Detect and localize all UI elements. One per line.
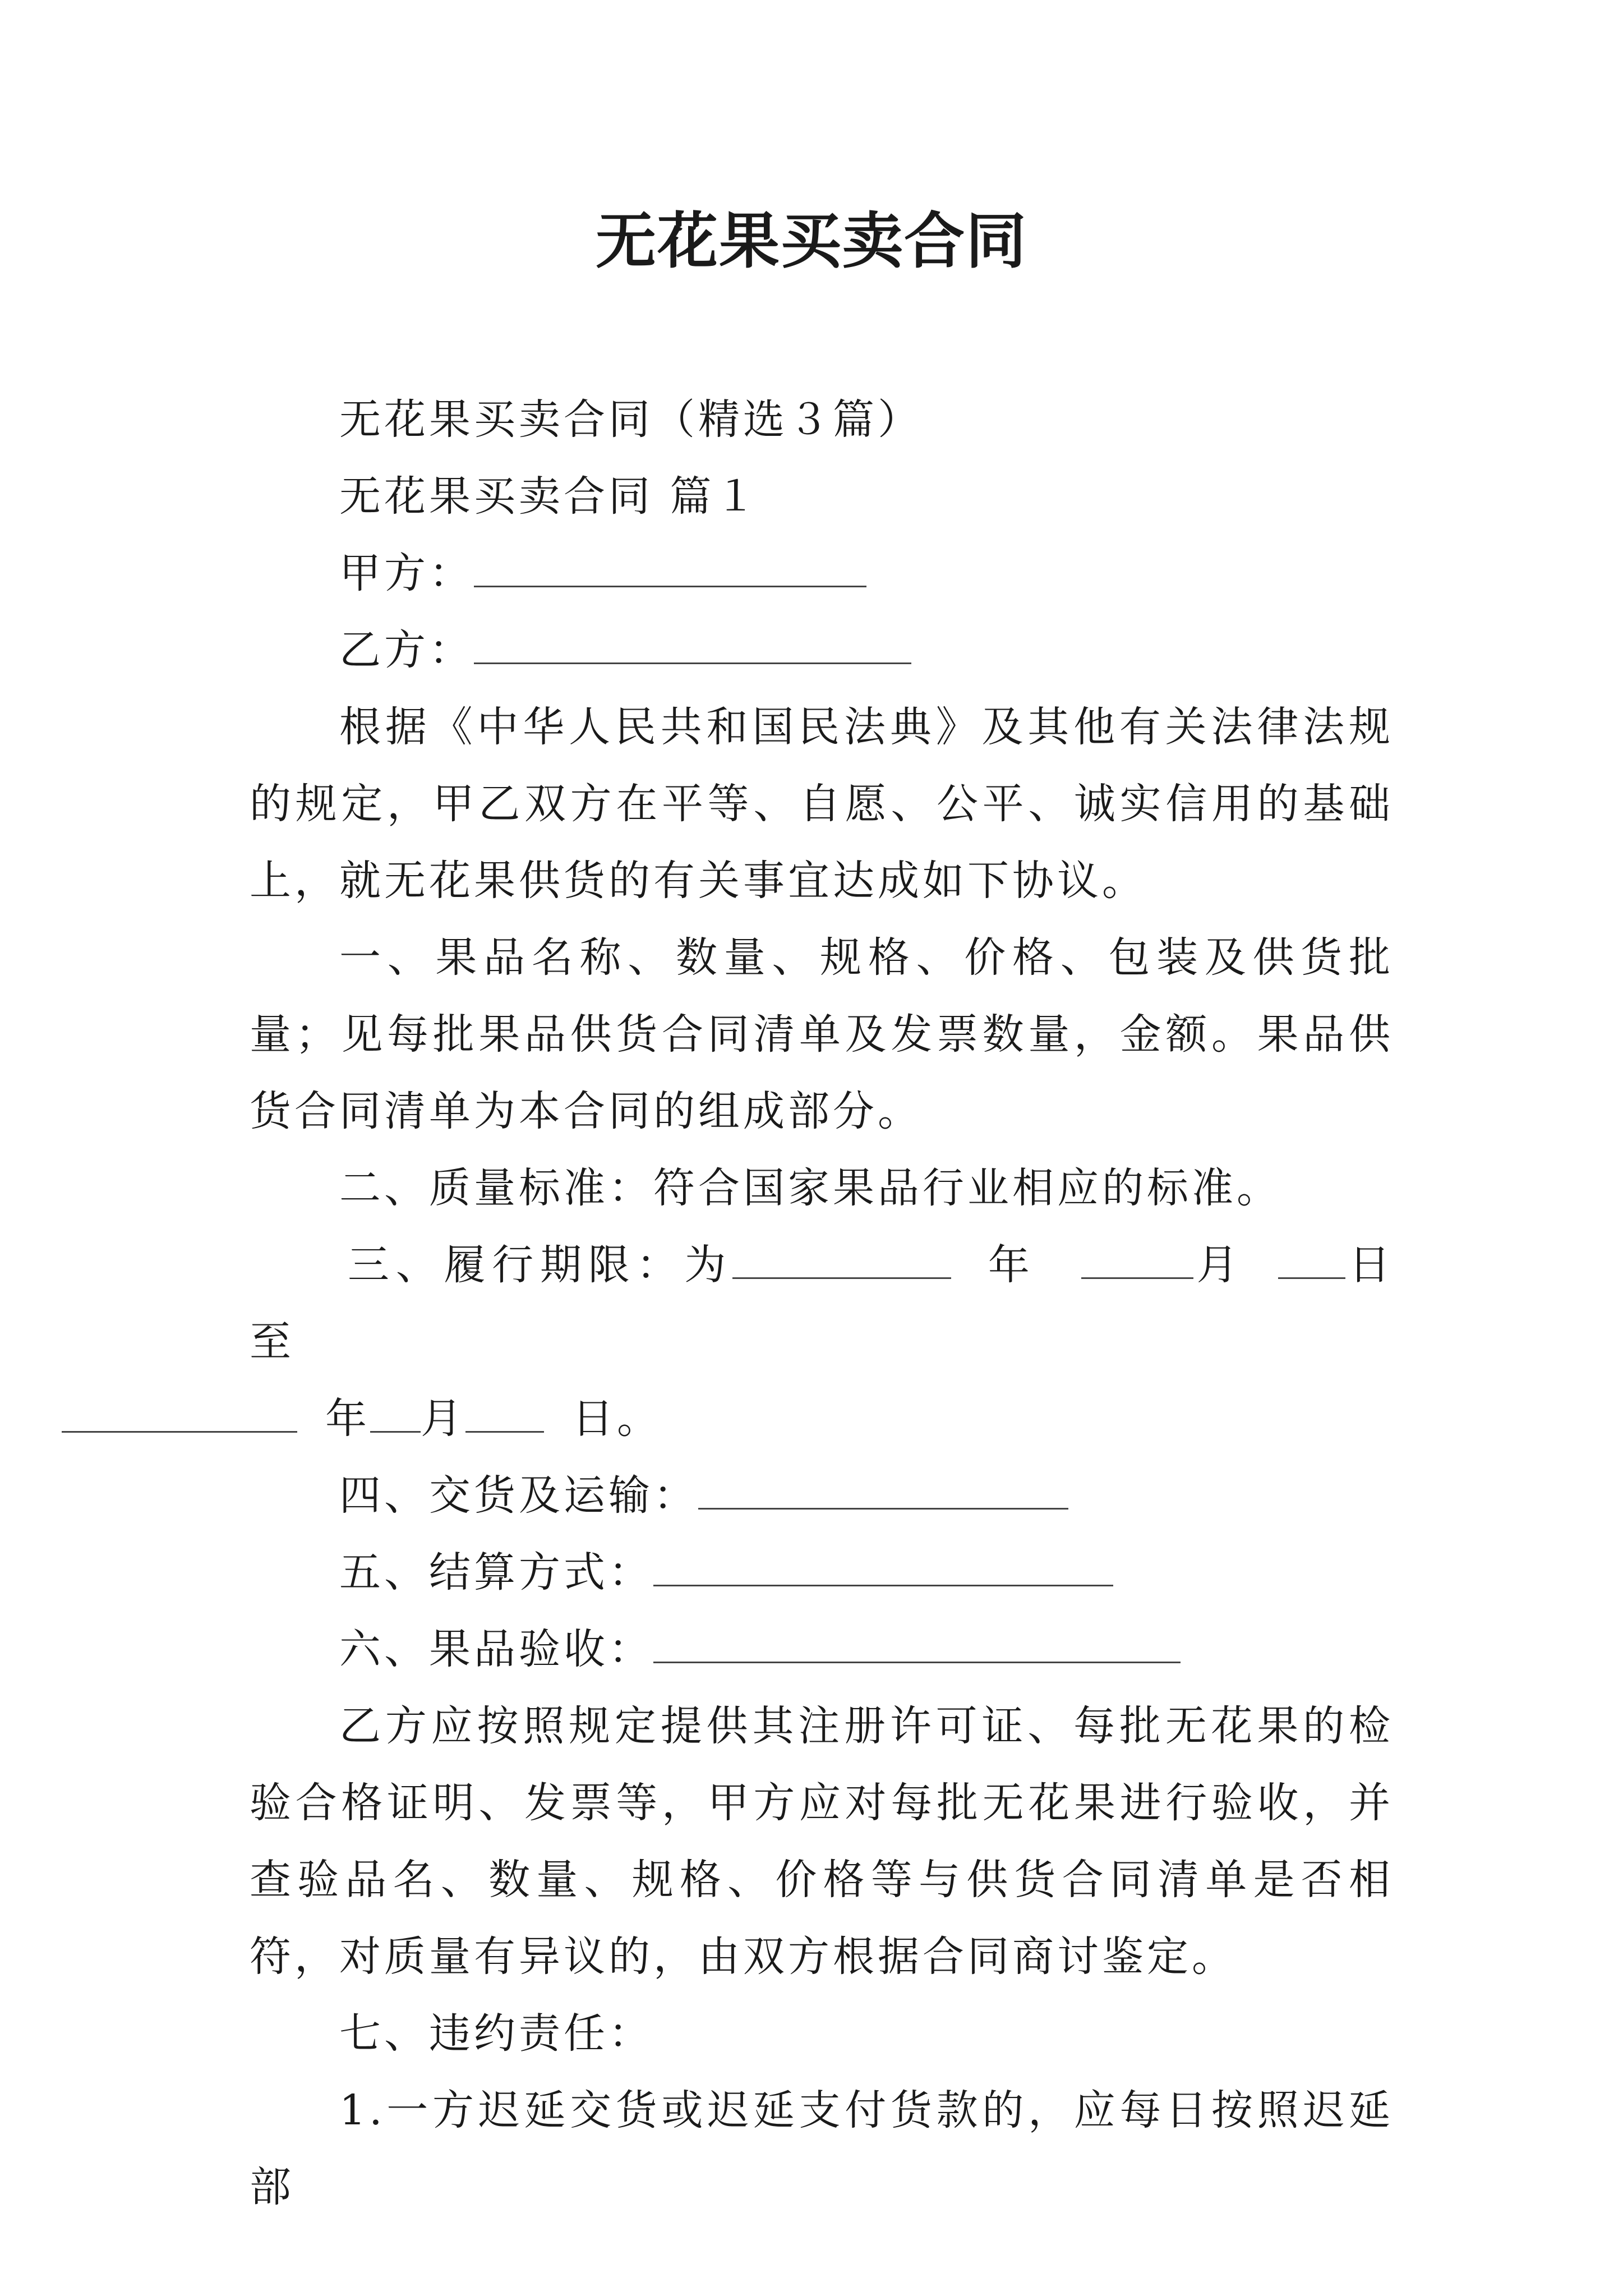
clause-5-line (250, 1534, 1394, 1611)
clause-3-day-to: 日至 (250, 1241, 1394, 1366)
clause-3 (250, 1227, 1394, 1457)
document-body (250, 381, 1394, 2226)
subtitle: 无花果买卖合同（精选３篇） (339, 395, 923, 444)
clause-2: 二、质量标准：符合国家果品行业相应的标准。 (339, 1164, 1281, 1212)
end-year-blank (62, 1397, 297, 1433)
clause-3-month2: 月 (421, 1395, 465, 1443)
clause-3-month: 月 (1193, 1241, 1245, 1289)
clause-1: 一、果品名称、数量、规格、价格、包装及供货批量；见每批果品供货合同清单及发票数量，金额。果品供货合同清单为本合同的组成部分。 (250, 933, 1394, 1135)
clause-3-year2: 年 (325, 1395, 370, 1443)
document-title: 无花果买卖合同 (595, 206, 1027, 277)
start-month-blank (1081, 1244, 1193, 1279)
clause-3-year: 年 (985, 1241, 1036, 1289)
end-day-blank (465, 1397, 544, 1433)
acceptance-blank (653, 1628, 1181, 1663)
clause-6-line (250, 1611, 1394, 1688)
end-month-blank (370, 1397, 421, 1433)
clause-3-prefix: 三、履行期限：为 (348, 1241, 733, 1289)
delivery-blank (698, 1474, 1068, 1510)
section-heading: 无花果买卖合同 篇１ (339, 472, 760, 521)
settlement-blank (653, 1551, 1113, 1586)
intro-paragraph: 根据《中华人民共和国民法典》及其他有关法律法规的规定，甲乙双方在平等、自愿、公平、诚实信用的基础上，就无花果供货的有关事宜达成如下协议。 (250, 703, 1394, 905)
clause-4-line (250, 1457, 1394, 1534)
start-day-blank (1278, 1244, 1345, 1279)
clause-5-label: 五、结算方式： (339, 1548, 653, 1596)
party-a-line (250, 535, 1394, 612)
party-b-label: 乙方： (339, 626, 474, 674)
party-b-blank (474, 629, 911, 664)
clause-6-label: 六、果品验收： (339, 1625, 653, 1673)
clause-4-label: 四、交货及运输： (339, 1471, 698, 1520)
clause-3-day-end: 日。 (572, 1395, 662, 1443)
party-b-line (250, 612, 1394, 689)
party-a-label: 甲方： (339, 549, 474, 597)
acceptance-paragraph: 乙方应按照规定提供其注册许可证、每批无花果的检验合格证明、发票等，甲方应对每批无花果进行验收，并查验品名、数量、规格、价格等与供货合同清单是否相符，对质量有异议的，由双方根据合同商讨鉴定。 (250, 1702, 1394, 1981)
clause-7-item-1: 1.一方迟延交货或迟延支付货款的，应每日按照迟延部 (250, 2086, 1394, 2211)
clause-7-heading: 七、违约责任： (339, 2009, 653, 2058)
start-year-blank (732, 1244, 951, 1279)
party-a-blank (474, 552, 866, 587)
